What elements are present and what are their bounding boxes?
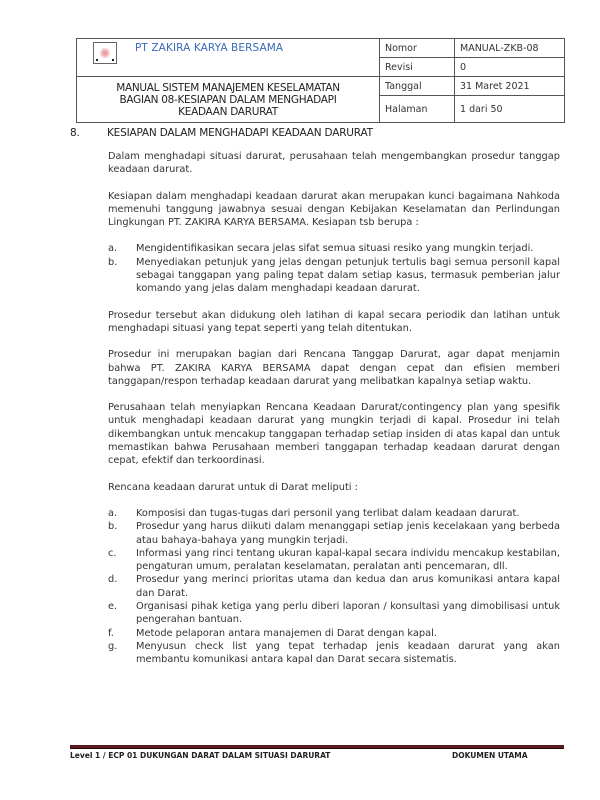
meta-label-revisi: Revisi bbox=[380, 58, 455, 77]
section-heading bbox=[70, 127, 564, 139]
meta-label-nomor: Nomor bbox=[380, 39, 455, 58]
footer-document-type: DOKUMEN UTAMA bbox=[452, 751, 528, 760]
section-title: KESIAPAN DALAM MENGHADAPI KEADAAN DARURAT bbox=[107, 127, 373, 139]
list-marker: g. bbox=[108, 640, 118, 652]
meta-value-tanggal: 31 Maret 2021 bbox=[455, 77, 565, 96]
readiness-list bbox=[108, 242, 560, 295]
list-marker: d. bbox=[108, 574, 118, 586]
list-item bbox=[108, 256, 560, 296]
meta-label-tanggal: Tanggal bbox=[380, 77, 455, 96]
shore-plan-list bbox=[108, 507, 560, 667]
list-marker: a. bbox=[108, 243, 118, 255]
document-header-table bbox=[76, 38, 565, 123]
list-text: Organisasi pihak ketiga yang perlu diberi laporan / konsultasi yang dimobilisasi untuk pengerahan bantuan. bbox=[136, 601, 560, 626]
meta-value-halaman: 1 dari 50 bbox=[455, 96, 565, 123]
paragraph: Perusahaan telah menyiapkan Rencana Keadaan Darurat/contingency plan yang spesifik untuk menghadapi keadaan darurat yang mungkin terjadi di kapal. Prosedur ini telah dikembangkan untuk mencakup tanggapan terhadap setiap insiden di atas kapal dan untuk memastikan bahwa Perusahaan memberi tanggapan terhadap keadaan darurat dengan cepat, efektif dan terkoordinasi. bbox=[108, 402, 560, 467]
list-marker: a. bbox=[108, 507, 118, 519]
footer-document-ref: Level 1 / ECP 01 DUKUNGAN DARAT DALAM SITUASI DARURAT bbox=[70, 751, 331, 760]
company-logo-icon bbox=[93, 42, 117, 64]
list-marker: e. bbox=[108, 601, 118, 613]
list-marker: f. bbox=[108, 627, 114, 639]
company-cell bbox=[77, 39, 380, 77]
list-text: Metode pelaporan antara manajemen di Darat dengan kapal. bbox=[136, 627, 437, 639]
list-text: Menyusun check list yang tepat terhadap jenis keadaan darurat yang akan membantu komunikasi antara kapal dan Darat secara sistematis. bbox=[136, 640, 560, 666]
list-item bbox=[108, 573, 560, 600]
paragraph: Dalam menghadapi situasi darurat, perusahaan telah mengembangkan prosedur tanggap keadaan darurat. bbox=[108, 151, 560, 176]
section-number: 8. bbox=[70, 127, 80, 139]
list-text: Informasi yang rinci tentang ukuran kapal-kapal secara individu mencakup kestabilan, pengaturan umum, peralatan keselamatan, peralatan anti pencemaran, dll. bbox=[136, 547, 560, 573]
meta-value-revisi: 0 bbox=[455, 58, 565, 77]
meta-value-nomor: MANUAL-ZKB-08 bbox=[455, 39, 565, 58]
paragraph: Prosedur ini merupakan bagian dari Rencana Tanggap Darurat, agar dapat menjamin bahwa PT. ZAKIRA KARYA BERSAMA dapat dengan cepat dan efisien memberi tanggapan/respon terhadap keadaan darurat yang melibatkan kapalnya setiap waktu. bbox=[108, 349, 560, 387]
list-marker: b. bbox=[108, 256, 118, 268]
company-name: PT ZAKIRA KARYA BERSAMA bbox=[135, 42, 284, 54]
list-item bbox=[108, 600, 560, 627]
list-marker: b. bbox=[108, 521, 118, 533]
paragraph: Prosedur tersebut akan didukung oleh latihan di kapal secara periodik dan latihan untuk menghadapi situasi yang tepat seperti yang telah ditentukan. bbox=[108, 309, 560, 334]
list-text: Menyediakan petunjuk yang jelas dengan petunjuk tertulis bagi semua personil kapal sebagai tanggapan yang paling tepat dalam setiap kasus, termasuk pemberian jalur komando yang jelas dalam menghadapi keadaan darurat. bbox=[136, 256, 560, 295]
paragraph: Kesiapan dalam menghadapi keadaan darurat akan merupakan kunci bagaimana Nahkoda memenuhi tanggung jawabnya sesuai dengan Kebijakan Keselamatan dan Perlindungan Lingkungan PT. ZAKIRA KARYA BERSAMA. Kesiapan tsb berupa : bbox=[108, 190, 560, 229]
list-text: Prosedur yang harus diikuti dalam menanggapi setiap jenis kecelakaan yang berbeda atau bahaya-bahaya yang mungkin terjadi. bbox=[136, 521, 560, 546]
meta-label-halaman: Halaman bbox=[380, 96, 455, 123]
list-item bbox=[108, 242, 560, 255]
list-text: Prosedur yang merinci prioritas utama dan kedua dan arus komunikasi antara kapal dan Darat. bbox=[136, 574, 560, 599]
list-text: Mengidentifikasikan secara jelas sifat semua situasi resiko yang mungkin terjadi. bbox=[136, 243, 534, 255]
footer-divider bbox=[70, 745, 564, 749]
list-text: Komposisi dan tugas-tugas dari personil yang terlibat dalam keadaan darurat. bbox=[136, 507, 520, 519]
manual-title-line: MANUAL SISTEM MANAJEMEN KESELAMATAN bbox=[116, 81, 340, 94]
list-item bbox=[108, 640, 560, 667]
manual-title bbox=[77, 77, 380, 123]
manual-title-line: KEADAAN DARURAT bbox=[178, 105, 278, 118]
list-item bbox=[108, 627, 560, 640]
paragraph: Rencana keadaan darurat untuk di Darat meliputi : bbox=[108, 481, 358, 493]
list-item bbox=[108, 507, 560, 520]
list-marker: c. bbox=[108, 547, 117, 559]
manual-title-line: BAGIAN 08-KESIAPAN DALAM MENGHADAPI bbox=[119, 93, 337, 106]
document-body bbox=[108, 150, 560, 680]
list-item bbox=[108, 520, 560, 547]
list-item bbox=[108, 547, 560, 574]
